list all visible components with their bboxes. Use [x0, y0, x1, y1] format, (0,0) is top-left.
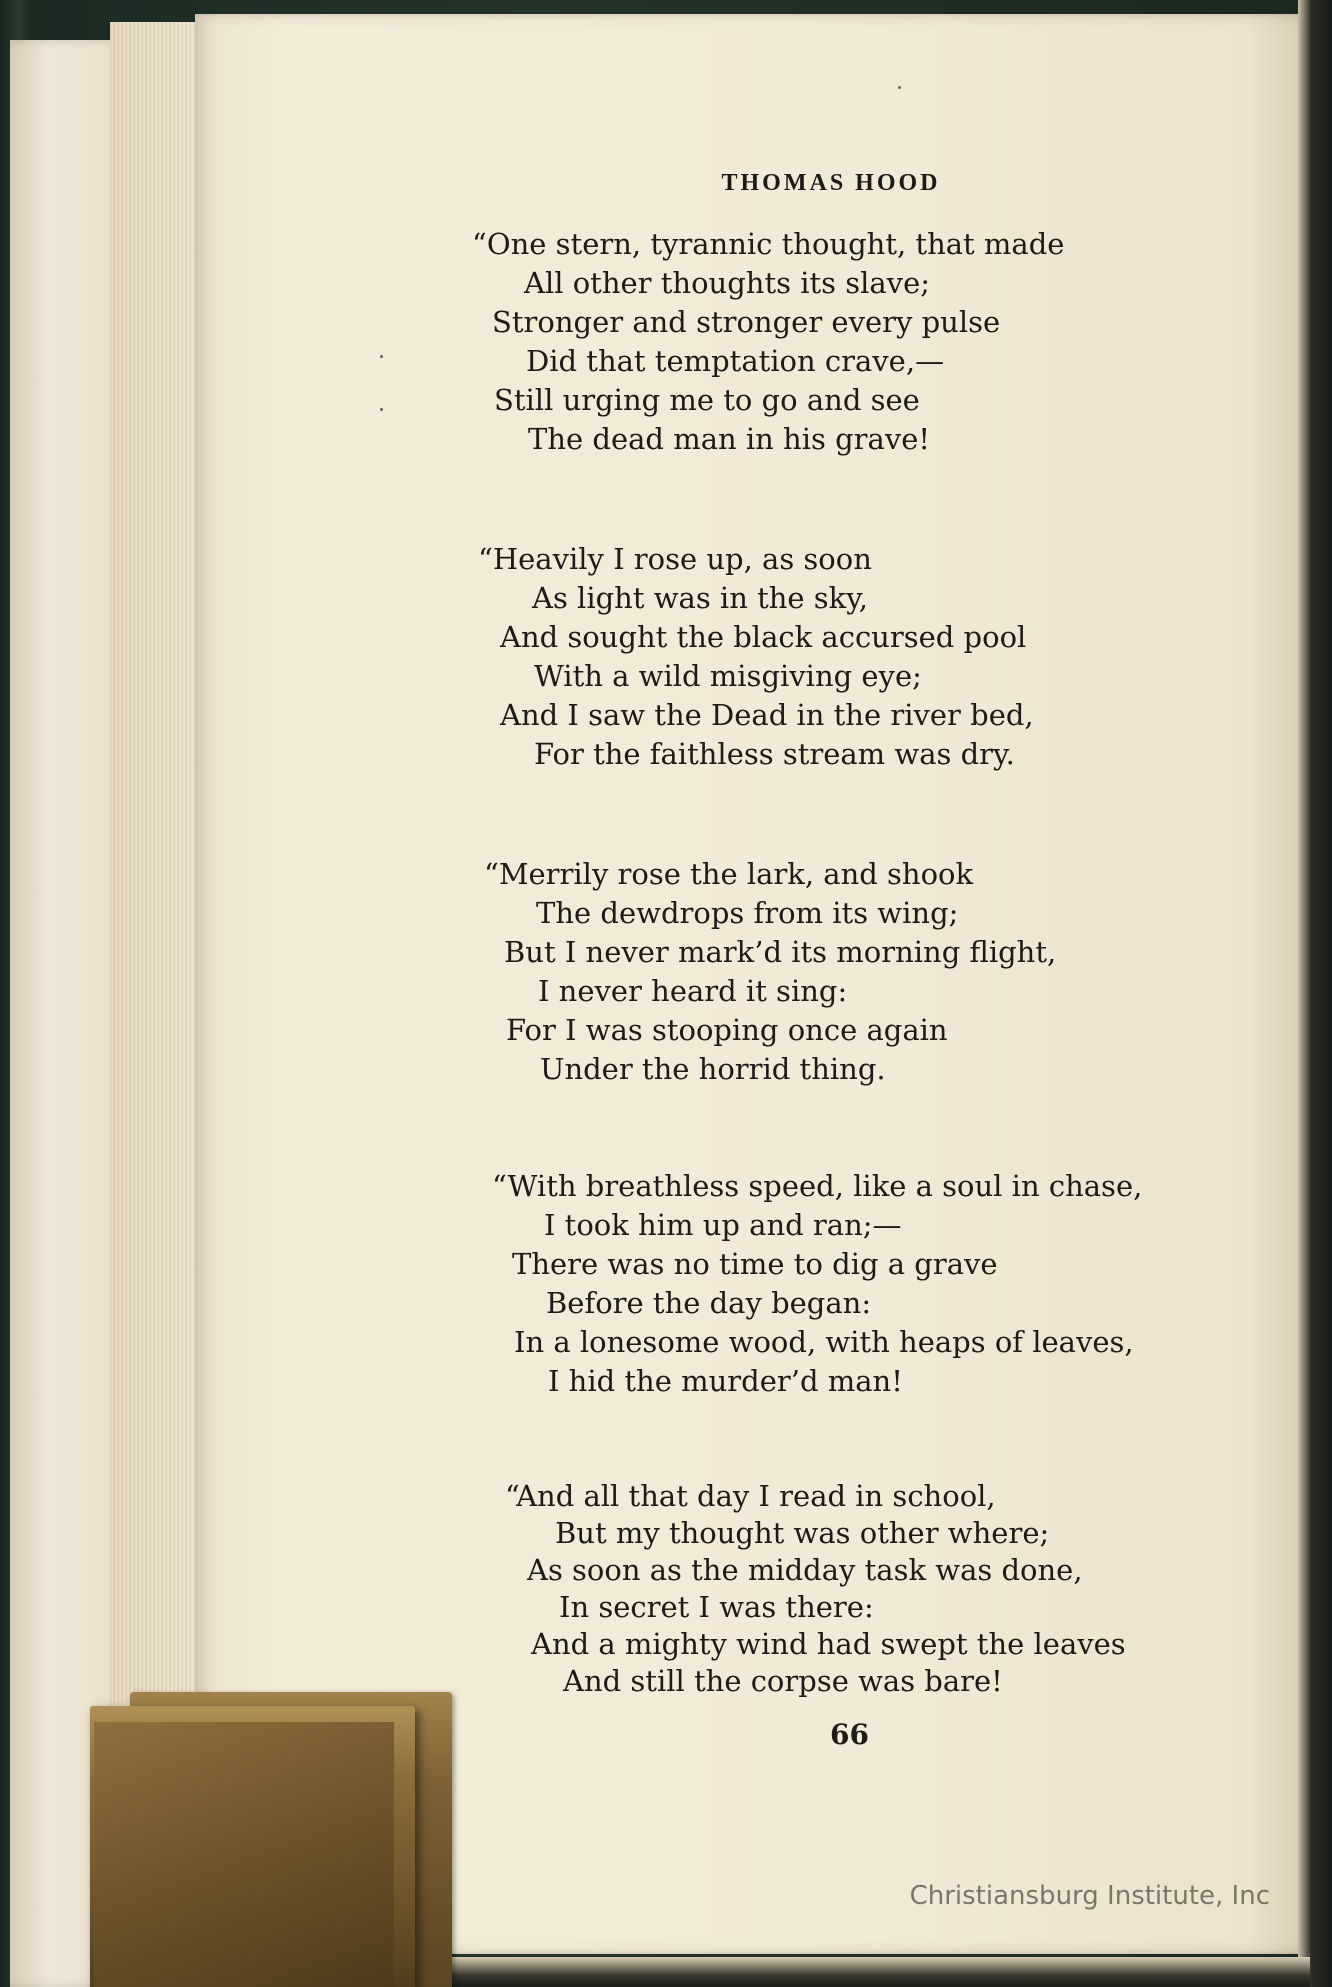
poem-line: As soon as the midday task was done, — [527, 1553, 1083, 1587]
poem-line: Before the day began: — [546, 1286, 872, 1320]
poem-line: I never heard it sing: — [538, 974, 848, 1008]
poem-line: I hid the murder’d man! — [548, 1364, 903, 1398]
stanza — [472, 225, 1064, 459]
poem-line: “Heavily I rose up, as soon — [478, 542, 872, 576]
watermark: Christiansburg Institute, Inc — [909, 1881, 1270, 1911]
poem-line: For the faithless stream was dry. — [534, 737, 1015, 771]
poem-line: The dead man in his grave! — [528, 422, 931, 456]
poem-line: I took him up and ran;— — [544, 1208, 902, 1242]
stanza — [492, 1167, 1142, 1401]
poem-line: Under the horrid thing. — [540, 1052, 886, 1086]
poem-line: And I saw the Dead in the river bed, — [500, 698, 1034, 732]
poem-line: In a lonesome wood, with heaps of leaves, — [514, 1325, 1134, 1359]
stanza — [478, 540, 1034, 774]
poem-line: All other thoughts its slave; — [524, 266, 930, 300]
poem-line: In secret I was there: — [559, 1590, 874, 1624]
page-right-shadow — [1298, 0, 1332, 1987]
poem-line: And sought the black accursed pool — [500, 620, 1027, 654]
running-head: THOMAS HOOD — [721, 170, 941, 196]
poem-line: Still urging me to go and see — [494, 383, 920, 417]
stanza — [505, 1478, 1126, 1700]
poem-line: And a mighty wind had swept the leaves — [531, 1627, 1126, 1661]
poem-line: But I never mark’d its morning flight, — [504, 935, 1057, 969]
page-number: 66 — [830, 1718, 869, 1751]
poem-line: “One stern, tyrannic thought, that made — [472, 227, 1065, 261]
poem-line: “With breathless speed, like a soul in chase, — [492, 1169, 1143, 1203]
poem-line: For I was stooping once again — [506, 1013, 948, 1047]
poem-line: Stronger and stronger every pulse — [492, 305, 1001, 339]
poem-line: “And all that day I read in school, — [505, 1479, 996, 1513]
poem-line: Did that temptation crave,— — [526, 344, 945, 378]
poem-line: There was no time to dig a grave — [512, 1247, 998, 1281]
poem-line: The dewdrops from its wing; — [536, 896, 959, 930]
bookend-face — [94, 1722, 394, 1987]
page-bottom-shadow — [430, 1957, 1310, 1987]
poem-line: But my thought was other where; — [555, 1516, 1050, 1550]
poem-line: And still the corpse was bare! — [563, 1664, 1003, 1698]
poem-line: With a wild misgiving eye; — [534, 659, 922, 693]
poem-line: “Merrily rose the lark, and shook — [484, 857, 974, 891]
poem-line: As light was in the sky, — [532, 581, 869, 615]
stanza — [484, 855, 1056, 1089]
